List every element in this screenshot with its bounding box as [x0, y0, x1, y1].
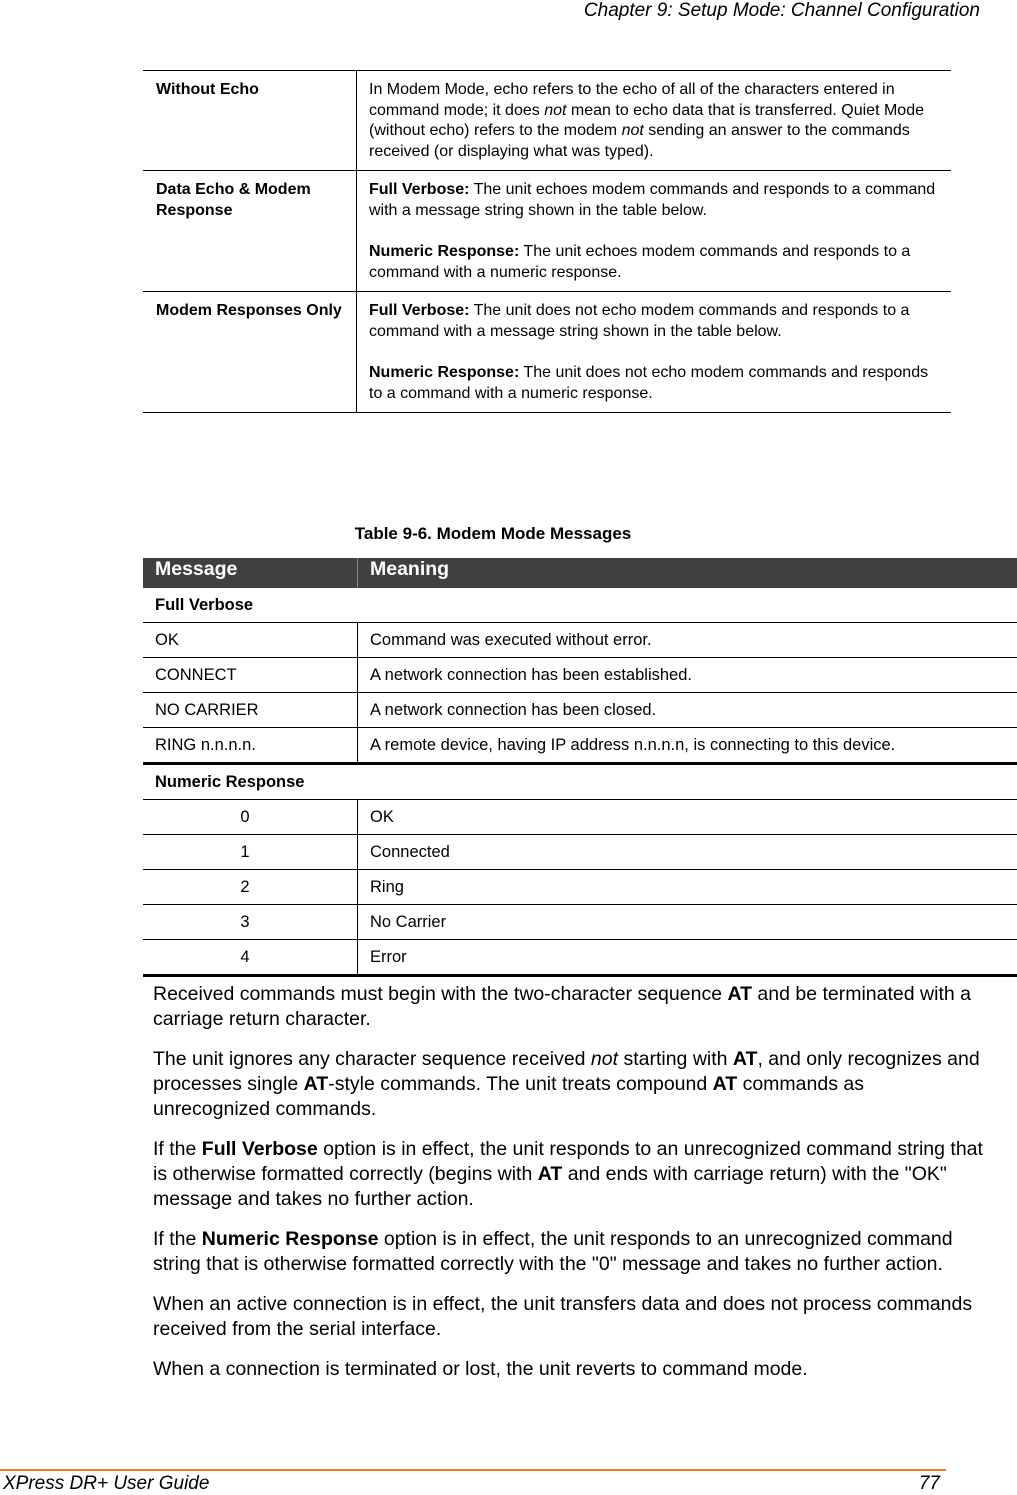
text-run: When an active connection is in effect, the unit transfers data and does not process commands received from the serial interface.: [153, 1293, 972, 1340]
text-run: mean to echo data that is transferred. Quiet Mode (without echo) refers to the modem: [369, 102, 924, 140]
meaning-cell: Ring: [358, 870, 1017, 905]
text-run: AT: [733, 1048, 758, 1070]
message-cell: CONNECT: [143, 658, 358, 693]
body-paragraph: [153, 1227, 983, 1277]
definition-term: Data Echo & Modem Response: [143, 171, 357, 292]
footer-rule: [0, 1469, 946, 1471]
column-header-meaning: Meaning: [358, 558, 1017, 588]
section-title: Numeric Response: [143, 764, 1017, 800]
body-paragraph: [153, 1137, 983, 1212]
message-cell: 4: [143, 940, 358, 976]
definition-row: [143, 171, 951, 292]
message-cell: RING n.n.n.n.: [143, 728, 358, 764]
text-run: Full Verbose:: [369, 302, 469, 319]
text-run: The unit ignores any character sequence received: [153, 1048, 591, 1070]
text-run: AT: [304, 1073, 329, 1095]
table-row: [143, 800, 1017, 835]
table-row: [143, 693, 1017, 728]
text-run: , and only recognizes and processes single: [153, 1048, 980, 1095]
echo-options-table: [143, 70, 951, 413]
definition-description: [357, 171, 952, 292]
table-row: [143, 623, 1017, 658]
text-run: sending an answer to the commands received (or displaying what was typed).: [369, 122, 910, 160]
body-paragraph: [153, 1292, 983, 1342]
table-row: [143, 940, 1017, 976]
text-run: starting with: [618, 1048, 733, 1070]
definition-description: [357, 71, 952, 171]
text-run: Numeric Response: [202, 1228, 379, 1250]
text-run: Numeric Response:: [369, 364, 519, 381]
table-caption: Table 9-6. Modem Mode Messages: [143, 524, 843, 544]
definition-paragraph: [369, 242, 941, 283]
body-paragraph: [153, 1047, 983, 1122]
text-run: Full Verbose: [202, 1138, 318, 1160]
text-run: AT: [538, 1163, 563, 1185]
text-run: Received commands must begin with the two-character sequence: [153, 983, 727, 1005]
table-row: [143, 658, 1017, 693]
chapter-header: Chapter 9: Setup Mode: Channel Configuration: [0, 0, 980, 22]
meaning-cell: Error: [358, 940, 1017, 976]
meaning-cell: No Carrier: [358, 905, 1017, 940]
column-header-message: Message: [143, 558, 358, 588]
section-row: [143, 588, 1017, 623]
text-run: The unit does not echo modem commands and responds to a command with a message string shown in the table below.: [369, 302, 909, 340]
message-cell: OK: [143, 623, 358, 658]
text-run: Full Verbose:: [369, 181, 469, 198]
message-cell: 3: [143, 905, 358, 940]
message-cell: 0: [143, 800, 358, 835]
text-run: The unit echoes modem commands and responds to a command with a numeric response.: [369, 243, 910, 281]
text-run: not: [544, 102, 566, 119]
section-title: Full Verbose: [143, 588, 1017, 623]
definition-term: Modem Responses Only: [143, 292, 357, 413]
definition-paragraph: [369, 301, 941, 342]
text-run: option is in effect, the unit responds to an unrecognized command string that is otherwise formatted correctly (begins with: [153, 1138, 983, 1185]
meaning-cell: Connected: [358, 835, 1017, 870]
definition-description: [357, 292, 952, 413]
definition-paragraph: [369, 80, 941, 162]
definition-row: [143, 292, 951, 413]
text-run: The unit echoes modem commands and responds to a command with a message string shown in the table below.: [369, 181, 935, 219]
table-row: [143, 835, 1017, 870]
text-run: When a connection is terminated or lost, the unit reverts to command mode.: [153, 1358, 808, 1380]
section-row: [143, 764, 1017, 800]
message-cell: 2: [143, 870, 358, 905]
definition-row: [143, 71, 951, 171]
text-run: not: [591, 1048, 618, 1070]
text-run: AT: [713, 1073, 738, 1095]
meaning-cell: A network connection has been closed.: [358, 693, 1017, 728]
body-paragraph: [153, 1357, 983, 1382]
text-run: not: [622, 122, 644, 139]
message-cell: 1: [143, 835, 358, 870]
text-run: In Modem Mode, echo refers to the echo of all of the characters entered in command mode; it does: [369, 81, 895, 119]
text-run: AT: [727, 983, 752, 1005]
footer-page-number: 77: [900, 1473, 940, 1495]
table-row: [143, 870, 1017, 905]
definition-paragraph: [369, 363, 941, 404]
text-run: and be terminated with a carriage return character.: [153, 983, 971, 1030]
table-row: [143, 728, 1017, 764]
meaning-cell: A remote device, having IP address n.n.n.n, is connecting to this device.: [358, 728, 1017, 764]
body-text: [153, 982, 983, 1397]
modem-messages-table: [143, 558, 1017, 977]
text-run: commands as unrecognized commands.: [153, 1073, 864, 1120]
text-run: and ends with carriage return) with the "OK" message and takes no further action.: [153, 1163, 947, 1210]
table-row: [143, 905, 1017, 940]
footer-guide-title: XPress DR+ User Guide: [3, 1473, 209, 1495]
text-run: If the: [153, 1228, 202, 1250]
meaning-cell: OK: [358, 800, 1017, 835]
text-run: option is in effect, the unit responds to an unrecognized command string that is otherwise formatted correctly with the "0" message and takes no further action.: [153, 1228, 953, 1275]
definition-paragraph: [369, 180, 941, 221]
text-run: -style commands. The unit treats compound: [328, 1073, 712, 1095]
text-run: If the: [153, 1138, 202, 1160]
meaning-cell: A network connection has been established.: [358, 658, 1017, 693]
text-run: The unit does not echo modem commands and responds to a command with a numeric response.: [369, 364, 928, 402]
definition-term: Without Echo: [143, 71, 357, 171]
message-cell: NO CARRIER: [143, 693, 358, 728]
body-paragraph: [153, 982, 983, 1032]
meaning-cell: Command was executed without error.: [358, 623, 1017, 658]
text-run: Numeric Response:: [369, 243, 519, 260]
table-header-row: [143, 558, 1017, 588]
